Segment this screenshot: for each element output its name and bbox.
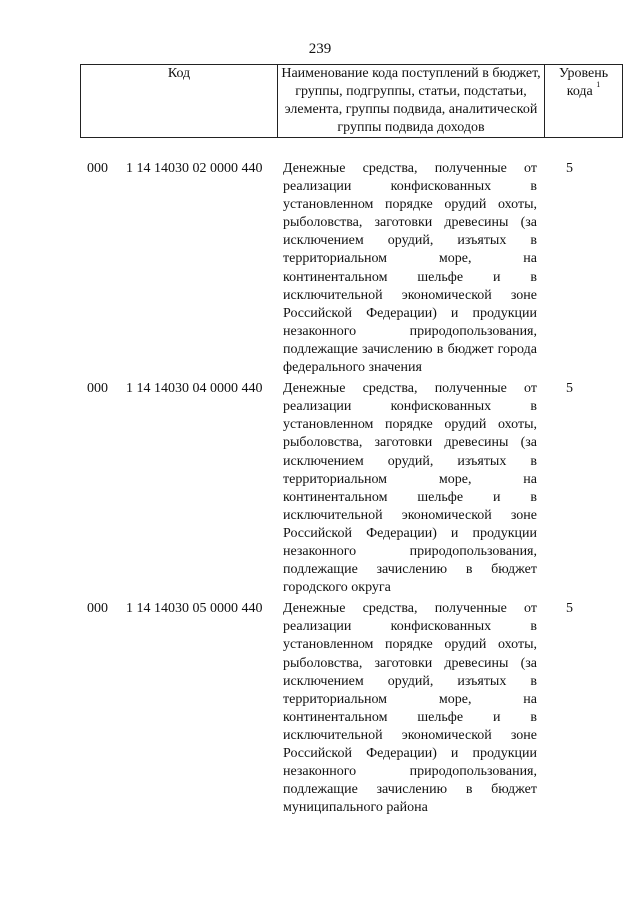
row-level: 5 — [566, 161, 573, 176]
footnote-marker: 1 — [596, 80, 601, 90]
header-level-text: Уровень код — [558, 66, 609, 99]
row-revenue-code: 1 14 14030 04 0000 440 — [126, 381, 263, 397]
row-level: 5 — [566, 601, 573, 617]
row-admin-code: 000 — [87, 601, 108, 617]
row-revenue-code: 1 14 14030 05 0000 440 — [126, 601, 263, 617]
page-number: 239 — [308, 41, 332, 57]
row-revenue-code: 1 14 14030 02 0000 440 — [126, 161, 263, 176]
header-level-tail: а — [586, 84, 593, 99]
table-row — [0, 160, 640, 377]
row-description: Денежные средства, полученные от реализации конфискованных в установленном порядке орудий охоты, рыболовства, заготовки древесины (за исключением орудий, изъятых в территориальном море, на континентальном шельфе и в исключительной экономической зоне Российской Федерации) и продукции незаконного природопользования, подлежащие зачислению в бюджет муниципального района — [283, 601, 537, 816]
header-code: Код — [81, 65, 278, 138]
header-level — [545, 65, 623, 138]
table-row — [0, 380, 640, 597]
row-description: Денежные средства, полученные от реализации конфискованных в установленном порядке орудий охоты, рыболовства, заготовки древесины (за исключением орудий, изъятых в территориальном море, на континентальном шельфе и в исключительной экономической зоне Российской Федерации) и продукции незаконного природопользования, подлежащие зачислению в бюджет городского округа — [283, 381, 537, 596]
table-body — [0, 160, 640, 817]
row-admin-code: 000 — [87, 381, 108, 397]
table-row — [0, 600, 640, 817]
row-level: 5 — [566, 381, 573, 397]
table-header — [80, 64, 623, 138]
row-description: Денежные средства, полученные от реализации конфискованных в установленном порядке орудий охоты, рыболовства, заготовки древесины (за исключением орудий, изъятых в территориальном море, на континентальном шельфе и в исключительной экономической зоне Российской Федерации) и продукции незаконного природопользования, подлежащие зачислению в бюджет города федерального значения — [283, 161, 537, 376]
header-name: Наименование кода поступлений в бюджет, группы, подгруппы, статьи, подстатьи, элемента, группы подвида, аналитической группы подвида доходов — [278, 65, 545, 138]
row-admin-code: 000 — [87, 161, 108, 176]
